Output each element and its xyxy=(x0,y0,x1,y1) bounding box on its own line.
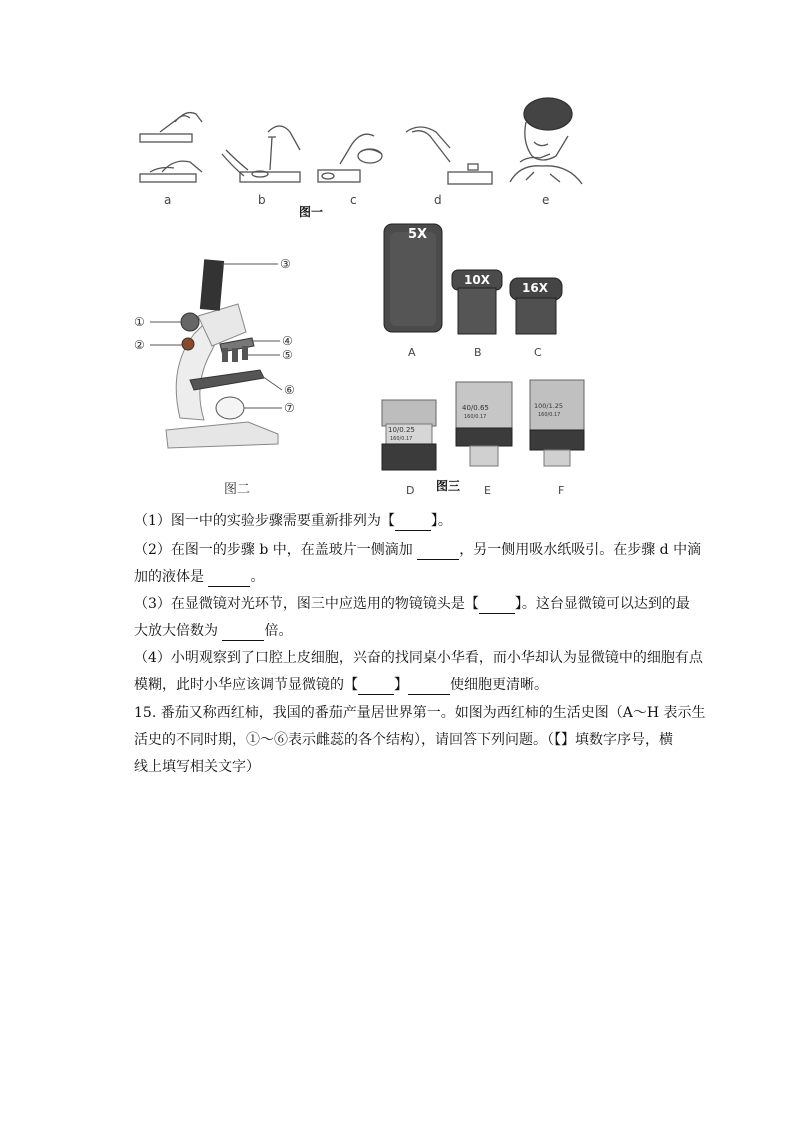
figure-1-drawing xyxy=(130,92,600,222)
figure-2 xyxy=(128,248,308,498)
step-label-e: e xyxy=(542,193,550,207)
question-15-line-3: 线上填写相关文字） xyxy=(134,759,260,775)
figure-1-caption: 图一 xyxy=(299,205,324,219)
objective-d-sub: 160/0.17 xyxy=(390,436,413,442)
step-a-illustration xyxy=(140,113,202,182)
question-3-line-1 xyxy=(134,595,690,614)
q2-text-1a: （2）在图一的步骤 b 中，在盖玻片一侧滴加 xyxy=(134,542,418,558)
q2-blank-1[interactable] xyxy=(417,541,459,560)
step-label-a: a xyxy=(164,193,172,207)
callout-7: ⑦ xyxy=(284,401,295,415)
q1-text-pre: （1）图一中的实验步骤需要重新排列为【 xyxy=(134,513,395,529)
lens-label-f: F xyxy=(558,484,565,497)
step-b-illustration xyxy=(222,126,300,182)
q2-text-2a: 加的液体是 xyxy=(134,569,209,585)
figure-2-caption: 图二 xyxy=(224,482,251,497)
figure-3 xyxy=(370,218,590,498)
lens-label-e: E xyxy=(484,484,491,497)
eyepiece-c-mag: 16X xyxy=(522,281,548,295)
question-15-line-2: 活史的不同时期，①～⑥表示雌蕊的各个结构），请回答下列问题。（【】填数字序号，横 xyxy=(134,732,673,748)
lens-label-c: C xyxy=(534,346,542,359)
callout-5: ⑤ xyxy=(282,348,293,362)
question-4-line-2 xyxy=(134,676,548,695)
q1-blank[interactable] xyxy=(395,512,431,531)
objective-f-sub: 160/0.17 xyxy=(538,412,561,418)
q4-text-2c: 使细胞更清晰。 xyxy=(450,677,548,693)
step-c-illustration xyxy=(318,134,382,182)
callout-2: ② xyxy=(134,338,145,352)
q2-blank-2[interactable] xyxy=(208,568,250,587)
q4-text-2b: 】 xyxy=(394,677,408,693)
callout-6: ⑥ xyxy=(284,383,295,397)
lens-label-b: B xyxy=(474,346,482,359)
q4-blank-2[interactable] xyxy=(408,676,450,695)
q3-text-1b: 】。这台显微镜可以达到的最 xyxy=(514,596,690,612)
q3-text-1a: （3）在显微镜对光环节，图三中应选用的物镜镜头是【 xyxy=(134,596,479,612)
objective-f-spec: 100/1.25 xyxy=(534,402,564,410)
q1-text-post: 】。 xyxy=(430,513,452,529)
q2-text-2b: 。 xyxy=(250,569,265,585)
question-2-line-1 xyxy=(134,541,701,560)
question-4-line-1: （4）小明观察到了口腔上皮细胞，兴奋的找同桌小华看，而小华却认为显微镜中的细胞有点 xyxy=(134,650,703,666)
objective-e-sub: 160/0.17 xyxy=(464,414,487,420)
figure-1 xyxy=(130,92,600,222)
lens-label-d: D xyxy=(406,484,415,497)
lens-label-a: A xyxy=(408,346,416,359)
q3-blank-2[interactable] xyxy=(222,622,264,641)
step-e-illustration xyxy=(510,98,582,184)
step-label-d: d xyxy=(434,193,442,207)
callout-4: ④ xyxy=(282,334,293,348)
callout-1: ① xyxy=(134,315,145,329)
eyepiece-a-mag: 5X xyxy=(408,227,428,242)
question-1 xyxy=(134,512,452,531)
step-d-illustration xyxy=(406,127,492,184)
objective-d-spec: 10/0.25 xyxy=(388,426,415,434)
q2-text-1b: ，另一侧用吸水纸吸引。在步骤 d 中滴 xyxy=(459,542,702,558)
objective-e-spec: 40/0.65 xyxy=(462,404,489,412)
q3-text-2a: 大放大倍数为 xyxy=(134,623,223,639)
question-3-line-2 xyxy=(134,622,292,641)
q3-text-2b: 倍。 xyxy=(264,623,293,639)
step-label-c: c xyxy=(350,193,357,207)
step-label-b: b xyxy=(258,193,266,207)
q4-text-2a: 模糊，此时小华应该调节显微镜的【 xyxy=(134,677,358,693)
question-15-line-1: 15. 番茄又称西红柿，我国的番茄产量居世界第一。如图为西红柿的生活史图（A～H 表示生 xyxy=(134,705,706,721)
question-2-line-2 xyxy=(134,568,264,587)
callout-3: ③ xyxy=(280,257,291,271)
q3-blank-1[interactable] xyxy=(479,595,515,614)
q4-blank-1[interactable] xyxy=(358,676,394,695)
eyepiece-b-mag: 10X xyxy=(464,273,490,287)
lens-photos xyxy=(370,218,590,498)
figure-3-caption: 图三 xyxy=(436,479,461,493)
microscope-diagram xyxy=(128,248,308,498)
